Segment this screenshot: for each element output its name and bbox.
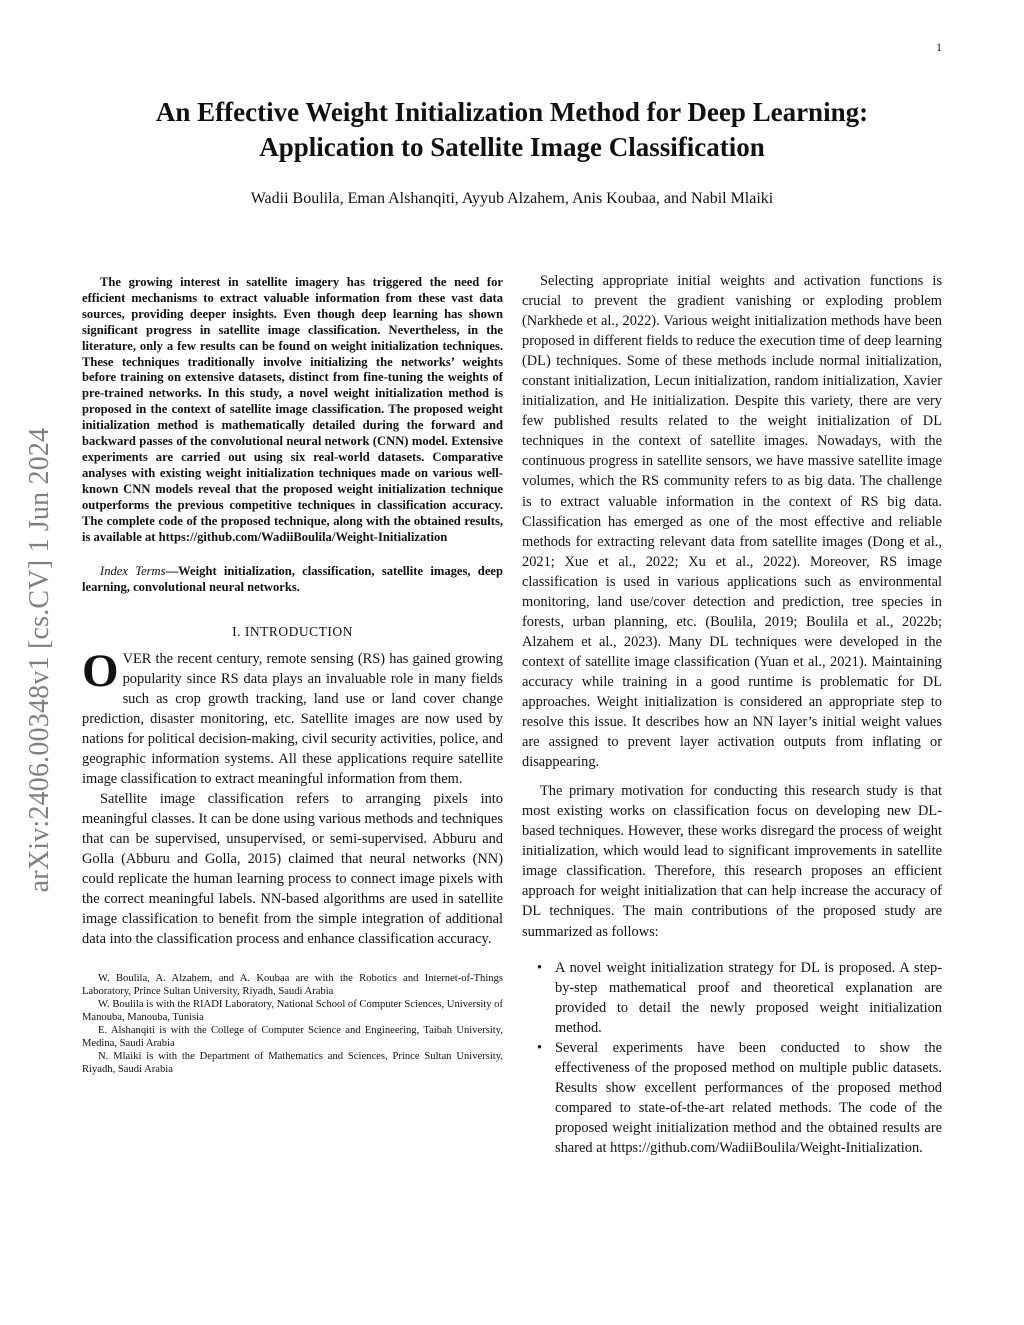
- page-number: 1: [936, 40, 942, 54]
- left-column: [82, 275, 503, 1076]
- index-terms-label: Index Terms: [100, 564, 166, 579]
- drop-cap: O: [82, 645, 119, 698]
- intro-paragraph-2: Satellite image classification refers to arranging pixels into meaningful classes. It can be done using various methods and techniques that can be supervised, unsupervised, or semi-supervised. Abburu and Golla (Abburu and Golla, 2015) claimed that neural networks (NN) could replicate the human learning process to connect image pixels with the correct meaningful labels. NN-based algorithms are used in satellite image classification to benefit from the simple integration of additional data into the classification process and enhance classification accuracy.: [82, 790, 503, 947]
- right-paragraph-2: The primary motivation for conducting this research study is that most existing works on classification focus on developing new DL-based techniques. However, these works disregard the process of weight initialization, which would lead to significant improvements in satellite image classification. Therefore, this research proposes an efficient approach for weight initialization that can help increase the accuracy of DL techniques. The main contributions of the proposed study are summarized as follows:: [522, 783, 942, 940]
- footnote: E. Alshanqiti is with the College of Computer Science and Engineering, Taibah University, Medina, Saudi Arabia: [82, 1024, 503, 1049]
- footnote: W. Boulila, A. Alzahem, and A. Koubaa are with the Robotics and Internet-of-Things Laboratory, Prince Sultan University, Riyadh, Saudi Arabia: [82, 972, 503, 997]
- intro-paragraph-1: [82, 645, 503, 790]
- index-terms-text: —Weight initialization, classification, satellite images, deep learning, convolutional neural networks.: [82, 564, 503, 595]
- contribution-text: Several experiments have been conducted to show the effectiveness of the proposed method on multiple public datasets. Results show excellent performances of the proposed method compared to state-of-the-art related methods. The code of the proposed weight initialization method and the obtained results are shared at https://github.com/WadiiBoulila/Weight-Initialization.: [555, 1039, 942, 1156]
- footnotes: [82, 972, 503, 1077]
- author-list: Wadii Boulila, Eman Alshanqiti, Ayyub Alzahem, Anis Koubaa, and Nabil Mlaiki: [250, 190, 774, 207]
- bullet-icon: •: [537, 1039, 543, 1056]
- footnote: N. Mlaiki is with the Department of Mathematics and Sciences, Prince Sultan University, Riyadh, Saudi Arabia: [82, 1051, 503, 1076]
- title-line-1: An Effective Weight Initialization Method for Deep Learning:: [155, 97, 869, 127]
- paper-title: [100, 95, 924, 165]
- index-terms: [82, 564, 503, 596]
- footnote: W. Boulila is with the RIADI Laboratory, National School of Computer Sciences, University of Manouba, Manouba, Tunisia: [82, 998, 503, 1023]
- section-heading-introduction: I. INTRODUCTION: [232, 624, 353, 640]
- list-item: [522, 1038, 942, 1158]
- contribution-text: A novel weight initialization strategy for DL is proposed. A step-by-step mathematical proof and theoretical explanation are provided to detail the newly proposed weight initialization method.: [555, 959, 942, 1036]
- list-item: [522, 958, 942, 1038]
- bullet-icon: •: [537, 959, 543, 976]
- right-column: [522, 271, 942, 1158]
- intro-paragraph-1-text: VER the recent century, remote sensing (RS) has gained growing popularity since RS data plays an invaluable role in many fields such as crop growth tracking, land use or land cover change prediction, disaster monitoring, etc. Satellite images are now used by nations for political decision-making, civil security activities, police, and geographic information systems. All these applications require satellite image classification to extract meaningful information from them.: [82, 651, 503, 787]
- abstract: The growing interest in satellite imagery has triggered the need for efficient mechanisms to extract valuable information from these vast data sources, providing deeper insights. Even though deep learning has shown significant progress in satellite image classification. Nevertheless, in the literature, only a few results can be found on weight initialization techniques. These techniques traditionally involve initializing the networks’ weights before training on extensive datasets, distinct from fine-tuning the weights of pre-trained networks. In this study, a novel weight initialization method is proposed in the context of satellite image classification. The proposed weight initialization method is mathematically detailed during the forward and backward passes of the convolutional neural network (CNN) model. Extensive experiments are carried out using six real-world datasets. Comparative analyses with existing weight initialization techniques made on various well-known CNN models reveal that the proposed weight initialization technique outperforms the previous competitive techniques in classification accuracy. The complete code of the proposed technique, along with the obtained results, is available at https://github.com/WadiiBoulila/Weight-Initialization: [82, 275, 503, 544]
- contributions-list: [522, 958, 942, 1158]
- right-paragraph-1: Selecting appropriate initial weights and activation functions is crucial to prevent the gradient vanishing or exploding problem (Narkhede et al., 2022). Various weight initialization methods have been proposed in different fields to reduce the execution time of deep learning (DL) techniques. Some of these methods include normal initialization, constant initialization, Lecun initialization, random initialization, Xavier initialization, and He initialization. Despite this variety, there are very few published results related to the weight initialization of DL techniques in the context of satellite images. Nowadays, with the continuous progress in satellite sensors, we have massive satellite image volumes, which the RS community refers to as big data. The challenge is to extract valuable information in the context of RS big data. Classification has emerged as one of the most effective and reliable methods for extracting relevant data from satellite images (Dong et al., 2021; Xue et al., 2022; Xu et al., 2022). Moreover, RS image classification is used in various applications such as environmental monitoring, land use/cover detection and prediction, tree species in forests, urban planning, etc. (Boulila, 2019; Boulila et al., 2022b; Alzahem et al., 2023). Many DL techniques were developed in the context of satellite image classification (Yuan et al., 2021). Maintaining accuracy while training in a good runtime is problematic for DL approaches. Weight initialization is considered an appropriate step to resolve this issue. It describes how an NN layer’s initial weight values are assigned to prevent layer activation outputs from inflating or disappearing.: [522, 273, 942, 771]
- arxiv-identifier-stamp: arXiv:2406.00348v1 [cs.CV] 1 Jun 2024: [24, 427, 55, 893]
- title-line-2: Application to Satellite Image Classification: [259, 132, 765, 162]
